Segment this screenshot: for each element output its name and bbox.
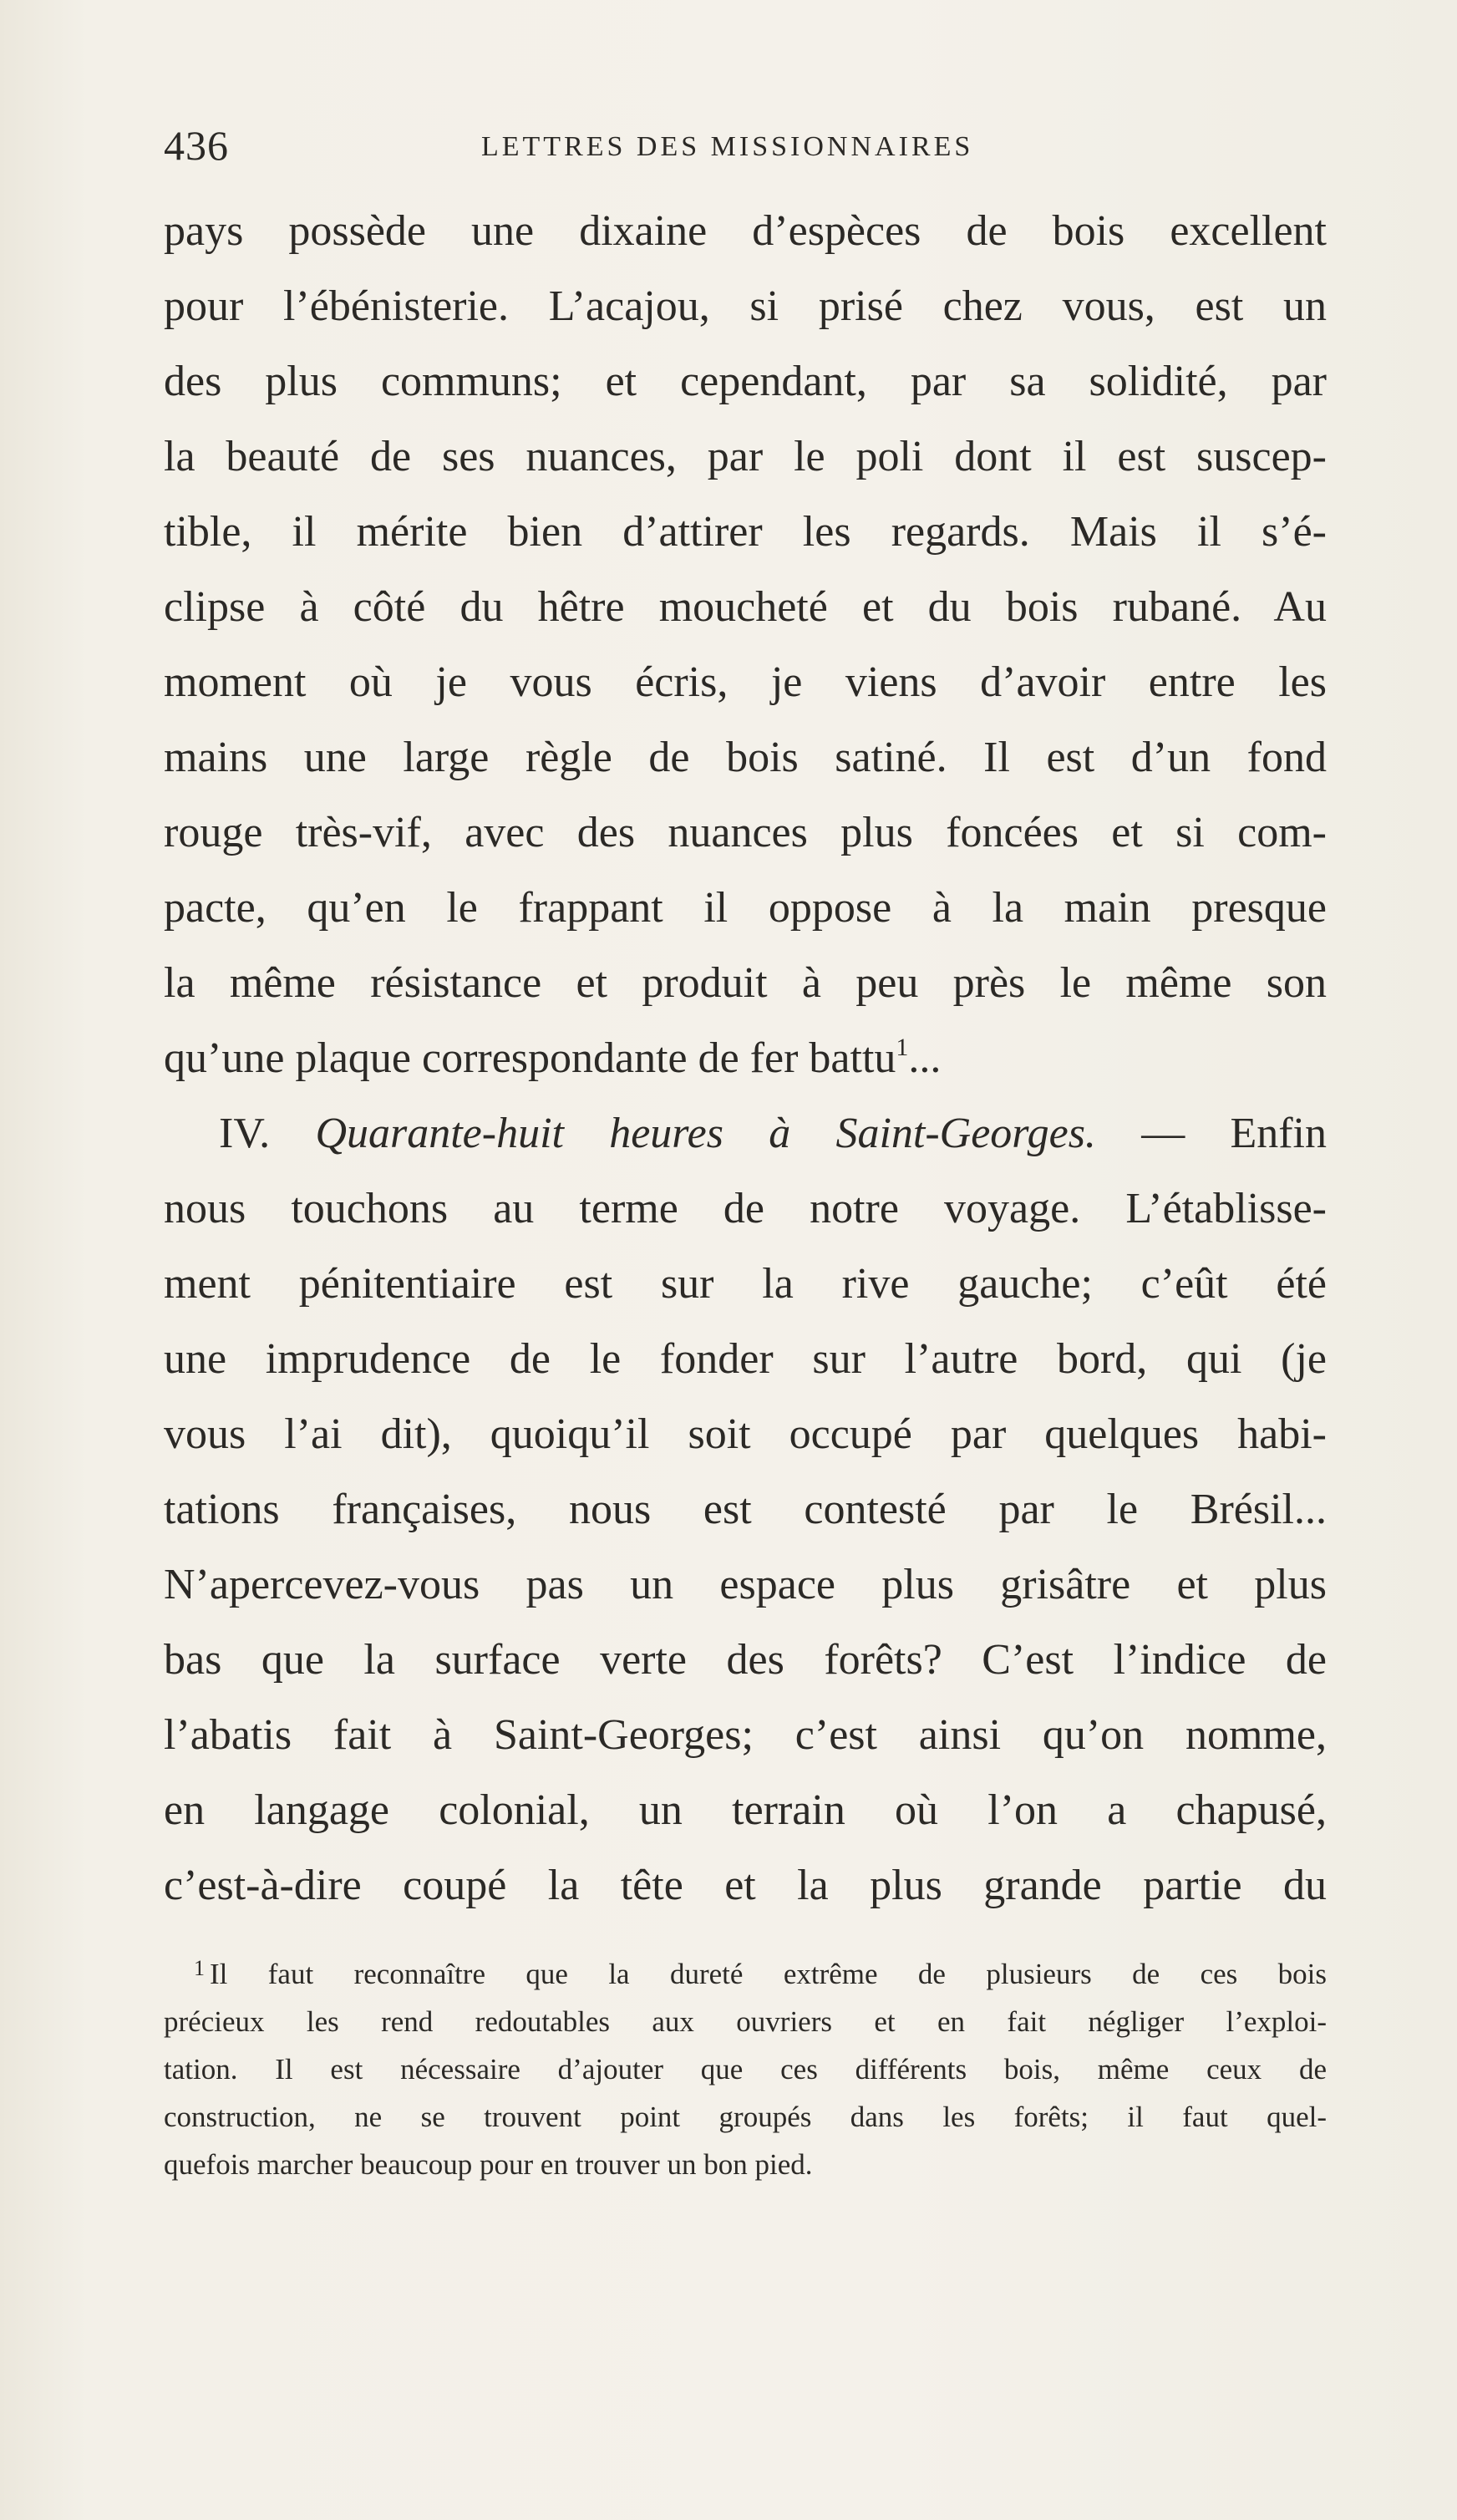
text-line: pacte, qu’en le frappant il oppose à la main presque bbox=[164, 884, 1327, 932]
text-line: N’apercevez-vous pas un espace plus grisâtre et plus bbox=[164, 1561, 1327, 1608]
page-header bbox=[164, 121, 1327, 171]
text-line: bas que la surface verte des forêts? C’est l’indice de bbox=[164, 1636, 1327, 1684]
footnote-line bbox=[164, 1950, 1327, 1998]
section-heading-line bbox=[164, 1096, 1327, 1171]
text-line-content: qu’une plaque correspondante de fer battu bbox=[164, 1034, 896, 1082]
text-line: clipse à côté du hêtre moucheté et du bois rubané. Au bbox=[164, 583, 1327, 631]
text-line: pays possède une dixaine d’espèces de bois excellent bbox=[164, 207, 1327, 255]
text-line: la beauté de ses nuances, par le poli dont il est suscep- bbox=[164, 433, 1327, 480]
page-number: 436 bbox=[164, 122, 229, 169]
footnotes bbox=[164, 1950, 1327, 2188]
text-line: des plus communs; et cependant, par sa solidité, par bbox=[164, 358, 1327, 405]
text-line: l’abatis fait à Saint-Georges; c’est ainsi qu’on nomme, bbox=[164, 1711, 1327, 1759]
footnote-line: quefois marcher beaucoup pour en trouver un bon pied. bbox=[164, 2148, 813, 2181]
text-line: ment pénitentiaire est sur la rive gauche; c’eût été bbox=[164, 1260, 1327, 1308]
section-number: IV. bbox=[219, 1110, 271, 1157]
running-title: LETTRES DES MISSIONNAIRES bbox=[481, 131, 974, 162]
footnote-line: construction, ne se trouvent point groupés dans les forêts; il faut quel- bbox=[164, 2101, 1327, 2133]
text-line: la même résistance et produit à peu près le même son bbox=[164, 959, 1327, 1007]
body-text bbox=[164, 194, 1327, 1923]
footnote-line: tation. Il est nécessaire d’ajouter que ces différents bois, même ceux de bbox=[164, 2053, 1327, 2086]
footnote-number: 1 bbox=[194, 1956, 205, 1980]
text-line: tations françaises, nous est contesté par le Brésil... bbox=[164, 1486, 1327, 1533]
section-heading-rest: — Enfin bbox=[1095, 1110, 1327, 1157]
footnote-text: Il faut reconnaître que la dureté extrême de plusieurs de ces bois bbox=[210, 1958, 1327, 1990]
text-line-tail: ... bbox=[908, 1034, 942, 1082]
text-line: en langage colonial, un terrain où l’on a chapusé, bbox=[164, 1786, 1327, 1834]
text-line: moment où je vous écris, je viens d’avoir entre les bbox=[164, 658, 1327, 706]
text-line: nous touchons au terme de notre voyage. L’établisse- bbox=[164, 1185, 1327, 1232]
text-line: c’est-à-dire coupé la tête et la plus grande partie du bbox=[164, 1862, 1327, 1909]
text-line: mains une large règle de bois satiné. Il est d’un fond bbox=[164, 734, 1327, 781]
text-line: une imprudence de le fonder sur l’autre bord, qui (je bbox=[164, 1335, 1327, 1383]
text-line: pour l’ébénisterie. L’acajou, si prisé chez vous, est un bbox=[164, 282, 1327, 330]
text-line: vous l’ai dit), quoiqu’il soit occupé par quelques habi- bbox=[164, 1410, 1327, 1458]
footnote-line: précieux les rend redoutables aux ouvriers et en fait négliger l’exploi- bbox=[164, 2005, 1327, 2038]
footnote-reference[interactable]: 1 bbox=[896, 1034, 909, 1061]
section-title: Quarante-huit heures à Saint-Georges. bbox=[315, 1110, 1096, 1157]
text-line: rouge très-vif, avec des nuances plus foncées et si com- bbox=[164, 809, 1327, 856]
text-line-with-footnote-ref bbox=[164, 1021, 1327, 1096]
text-line: tible, il mérite bien d’attirer les regards. Mais il s’é- bbox=[164, 508, 1327, 556]
